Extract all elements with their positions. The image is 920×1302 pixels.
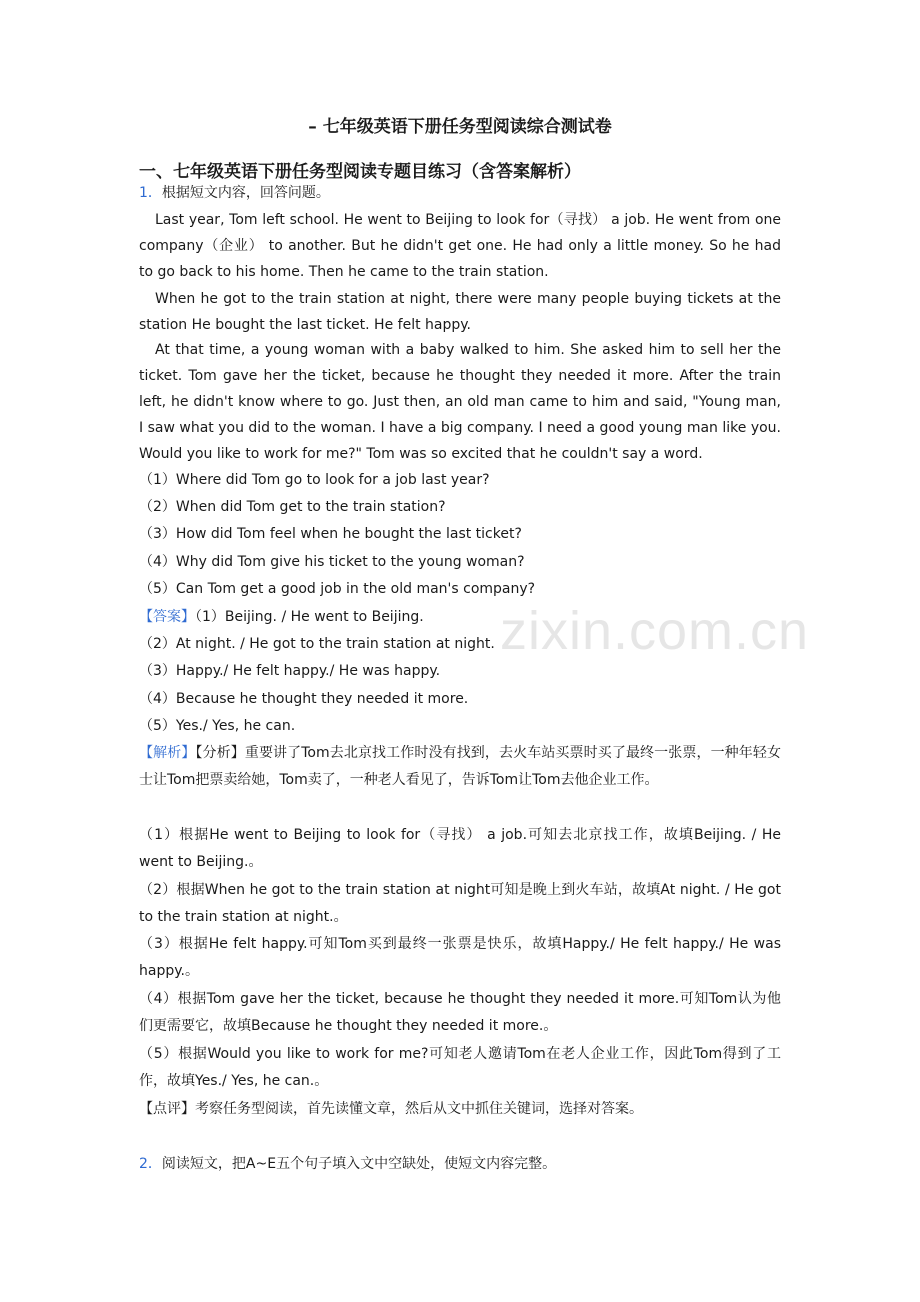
- analysis-tag: 【解析】: [139, 745, 196, 761]
- passage-paragraph-2: When he got to the train station at night, there were many people buying tickets at the station He bought the last ticket. He felt happy.: [139, 291, 781, 333]
- analysis-item-5: （5）根据Would you like to work for me?可知老人邀请Tom在老人企业工作，因此Tom得到了工作，故填Yes./ Yes, he can.。: [139, 1046, 781, 1089]
- answer-item-4: （4）Because he thought they needed it more.: [139, 691, 469, 707]
- question-text: 根据短文内容，回答问题。: [161, 185, 330, 201]
- document-title: – 七年级英语下册任务型阅读综合测试卷: [308, 117, 612, 137]
- question-item-4: （4）Why did Tom give his ticket to the young woman?: [139, 554, 525, 570]
- watermark: zixin.com.cn: [500, 601, 810, 661]
- question-item-3: （3）How did Tom feel when he bought the last ticket?: [139, 526, 522, 542]
- analysis-summary: 【分析】重要讲了Tom去北京找工作时没有找到，去火车站买票时买了最终一张票，一种年轻女士让Tom把票卖给她，Tom卖了，一种老人看见了，告诉Tom让Tom去他企业工作。: [139, 745, 781, 788]
- analysis-item-2: （2）根据When he got to the train station at night可知是晚上到火车站，故填At night. / He got to the train station at night.。: [139, 882, 781, 925]
- question-item-2: （2）When did Tom get to the train station?: [139, 499, 446, 515]
- analysis-intro: [139, 740, 781, 794]
- passage-paragraph-1: Last year, Tom left school. He went to Beijing to look for（寻找） a job. He went from one company（企业） to another. But he didn't get one. He had only a little money. So he had to go back to his home. Then he came to the train station.: [139, 212, 781, 280]
- question-number: 1．: [139, 185, 162, 201]
- answer-line-1: [139, 604, 781, 630]
- question-2-prompt: [139, 1151, 781, 1177]
- passage-paragraph-3: At that time, a young woman with a baby walked to him. She asked him to sell her the ticket. Tom gave her the ticket, because he thought they needed it more. After the train left, he didn't know where to go. Just then, an old man came to him and said, "Young man, I saw what you did to the woman. I have a big company. I need a good young man like you. Would you like to work for me?" Tom was so excited that he couldn't say a word.: [139, 342, 781, 462]
- comment: 【点评】考察任务型阅读，首先读懂文章，然后从文中抓住关键词，选择对答案。: [139, 1101, 643, 1117]
- question-item-1: （1）Where did Tom go to look for a job last year?: [139, 472, 490, 488]
- question-item-5: （5）Can Tom get a good job in the old man's company?: [139, 581, 536, 597]
- answer-tag: 【答案】: [139, 609, 195, 625]
- answer-item-2: （2）At night. / He got to the train station at night.: [139, 636, 495, 652]
- answer-item-1: （1）Beijing. / He went to Beijing.: [195, 609, 424, 625]
- answer-item-3: （3）Happy./ He felt happy./ He was happy.: [139, 663, 441, 679]
- section-title: 一、七年级英语下册任务型阅读专题目练习（含答案解析）: [139, 162, 581, 182]
- analysis-item-3: （3）根据He felt happy.可知Tom买到最终一张票是快乐，故填Happy./ He felt happy./ He was happy.。: [139, 936, 781, 979]
- question-text: 阅读短文，把A~E五个句子填入文中空缺处，使短文内容完整。: [161, 1156, 557, 1172]
- answer-item-5: （5）Yes./ Yes, he can.: [139, 718, 296, 734]
- analysis-item-4: （4）根据Tom gave her the ticket, because he thought they needed it more.可知Tom认为他们更需要它，故填Because he thought they needed it more.。: [139, 991, 781, 1034]
- question-1-prompt: [139, 180, 781, 206]
- analysis-item-1: （1）根据He went to Beijing to look for（寻找） a job.可知去北京找工作，故填Beijing. / He went to Beijing.。: [139, 827, 781, 870]
- question-number: 2．: [139, 1156, 162, 1172]
